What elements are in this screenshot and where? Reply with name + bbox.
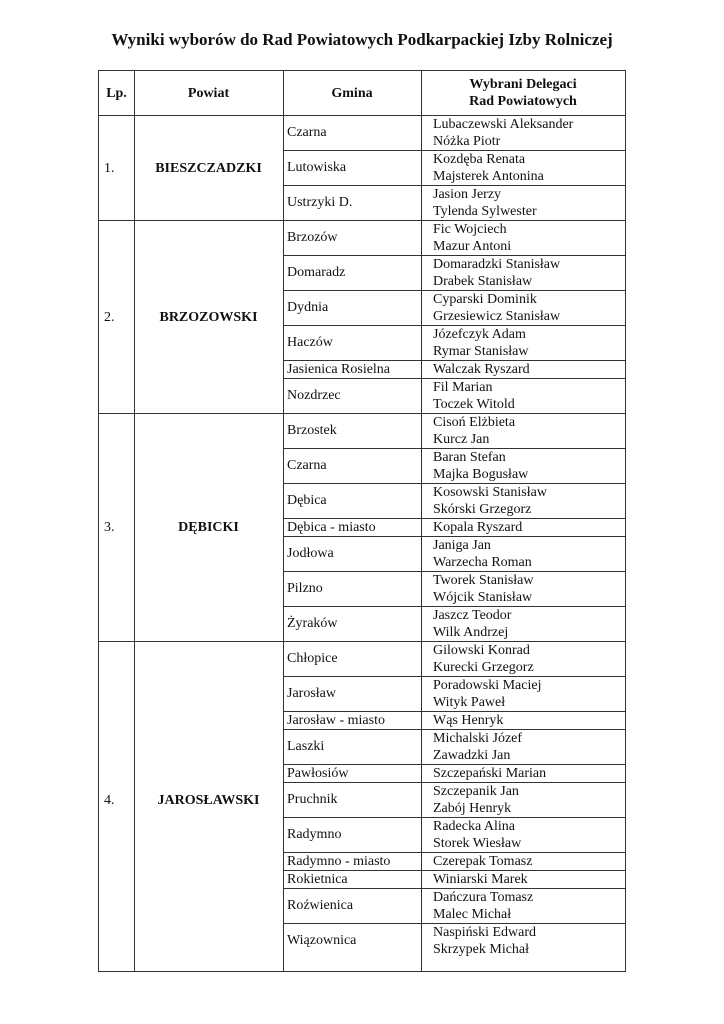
header-lp: Lp.: [106, 86, 127, 101]
commune-name: Jarosław - miasto: [287, 712, 385, 728]
district-name: BRZOZOWSKI: [159, 309, 258, 325]
commune-name: Jarosław: [287, 686, 336, 701]
delegate-name: Zabój Henryk: [433, 800, 512, 816]
header-gmina: Gmina: [331, 86, 373, 101]
delegate-name: Skórski Grzegorz: [433, 501, 532, 517]
delegate-name: Drabek Stanisław: [433, 273, 533, 289]
delegate-name: Kosowski Stanisław: [433, 485, 547, 500]
header-delegates-line1: Wybrani Delegaci: [469, 77, 577, 92]
district-name: JAROSŁAWSKI: [157, 792, 260, 808]
delegate-name: Mazur Antoni: [433, 238, 512, 254]
district-number: 2.: [104, 309, 115, 325]
delegate-name: Poradowski Maciej: [433, 678, 542, 693]
commune-name: Jodłowa: [287, 546, 334, 561]
delegate-name: Toczek Witold: [433, 396, 515, 412]
delegate-name: Tworek Stanisław: [433, 573, 534, 588]
delegate-name: Szczepanik Jan: [433, 784, 519, 799]
commune-name: Radymno - miasto: [287, 853, 391, 869]
commune-name: Chłopice: [287, 651, 338, 666]
district-divider: [99, 641, 625, 642]
district-name: BIESZCZADZKI: [155, 160, 262, 176]
results-table: [98, 70, 626, 972]
delegate-name: Lubaczewski Aleksander: [433, 117, 574, 132]
commune-name: Lutowiska: [287, 160, 347, 175]
delegate-name: Szczepański Marian: [433, 766, 547, 781]
delegate-name: Czerepak Tomasz: [433, 854, 533, 869]
delegate-name: Winiarski Marek: [433, 872, 528, 887]
delegate-name: Baran Stefan: [433, 450, 506, 465]
delegate-name: Wityk Paweł: [433, 694, 506, 710]
header-delegates-line2: Rad Powiatowych: [469, 94, 577, 109]
commune-name: Dydnia: [287, 300, 329, 315]
commune-name: Nozdrzec: [287, 388, 341, 403]
delegate-name: Jaszcz Teodor: [433, 608, 512, 623]
delegate-name: Michalski Józef: [433, 731, 523, 746]
commune-name: Radymno: [287, 827, 342, 842]
commune-name: Jasienica Rosielna: [287, 361, 391, 377]
document-title: Wyniki wyborów do Rad Powiatowych Podkarpackiej Izby Rolniczej: [111, 30, 613, 49]
delegate-name: Rymar Stanisław: [433, 343, 529, 359]
delegate-name: Janiga Jan: [433, 538, 491, 553]
commune-name: Żyraków: [287, 616, 338, 631]
delegate-name: Fil Marian: [433, 380, 493, 395]
col-divider: [421, 71, 422, 971]
delegate-name: Dańczura Tomasz: [433, 890, 534, 905]
delegate-name: Naspiński Edward: [433, 925, 537, 940]
commune-name: Pawłosiów: [287, 765, 349, 781]
delegate-name: Skrzypek Michał: [433, 941, 530, 957]
commune-name: Brzostek: [287, 423, 337, 438]
delegate-name: Walczak Ryszard: [433, 362, 530, 377]
commune-name: Pruchnik: [287, 792, 338, 807]
commune-name: Wiązownica: [287, 933, 357, 948]
col-divider: [283, 71, 284, 971]
delegate-name: Fic Wojciech: [433, 222, 507, 237]
district-number: 3.: [104, 520, 115, 535]
commune-name: Rokietnica: [287, 871, 348, 887]
district-number: 1.: [104, 160, 115, 176]
commune-name: Brzozów: [287, 230, 338, 245]
commune-name: Haczów: [287, 335, 333, 350]
commune-name: Ustrzyki D.: [287, 195, 353, 210]
delegate-name: Cyparski Dominik: [433, 292, 537, 307]
commune-name: Pilzno: [287, 581, 323, 596]
delegate-name: Wójcik Stanisław: [433, 589, 533, 605]
delegate-name: Nóżka Piotr: [433, 133, 501, 149]
delegate-name: Domaradzki Stanisław: [433, 257, 561, 272]
commune-name: Czarna: [287, 125, 327, 140]
delegate-name: Gilowski Konrad: [433, 643, 530, 658]
commune-name: Laszki: [287, 739, 325, 754]
district-number: 4.: [104, 792, 115, 808]
delegate-name: Józefczyk Adam: [433, 327, 526, 342]
commune-name: Roźwienica: [287, 898, 354, 913]
commune-name: Dębica: [287, 493, 327, 508]
delegate-name: Kurecki Grzegorz: [433, 659, 534, 675]
delegate-name: Kurcz Jan: [433, 431, 490, 447]
delegate-name: Malec Michał: [433, 906, 512, 922]
commune-name: Czarna: [287, 458, 327, 473]
delegate-name: Majka Bogusław: [433, 466, 529, 482]
district-divider: [99, 220, 625, 221]
delegate-name: Zawadzki Jan: [433, 747, 511, 763]
delegate-name: Majsterek Antonina: [433, 168, 544, 184]
delegate-name: Wąs Henryk: [433, 713, 504, 728]
district-name: DĘBICKI: [178, 520, 239, 535]
header-powiat: Powiat: [187, 86, 230, 101]
delegate-name: Storek Wiesław: [433, 835, 522, 851]
delegate-name: Radecka Alina: [433, 819, 516, 834]
delegate-name: Kopala Ryszard: [433, 520, 523, 535]
delegate-name: Wilk Andrzej: [433, 624, 509, 640]
delegate-name: Cisoń Elżbieta: [433, 415, 516, 430]
delegate-name: Jasion Jerzy: [433, 187, 502, 202]
commune-name: Domaradz: [287, 265, 346, 280]
commune-name: Dębica - miasto: [287, 519, 376, 535]
district-divider: [99, 413, 625, 414]
delegate-name: Warzecha Roman: [433, 554, 532, 570]
delegate-name: Grzesiewicz Stanisław: [433, 308, 561, 324]
delegate-name: Kozdęba Renata: [433, 152, 526, 167]
delegate-name: Tylenda Sylwester: [433, 203, 537, 219]
